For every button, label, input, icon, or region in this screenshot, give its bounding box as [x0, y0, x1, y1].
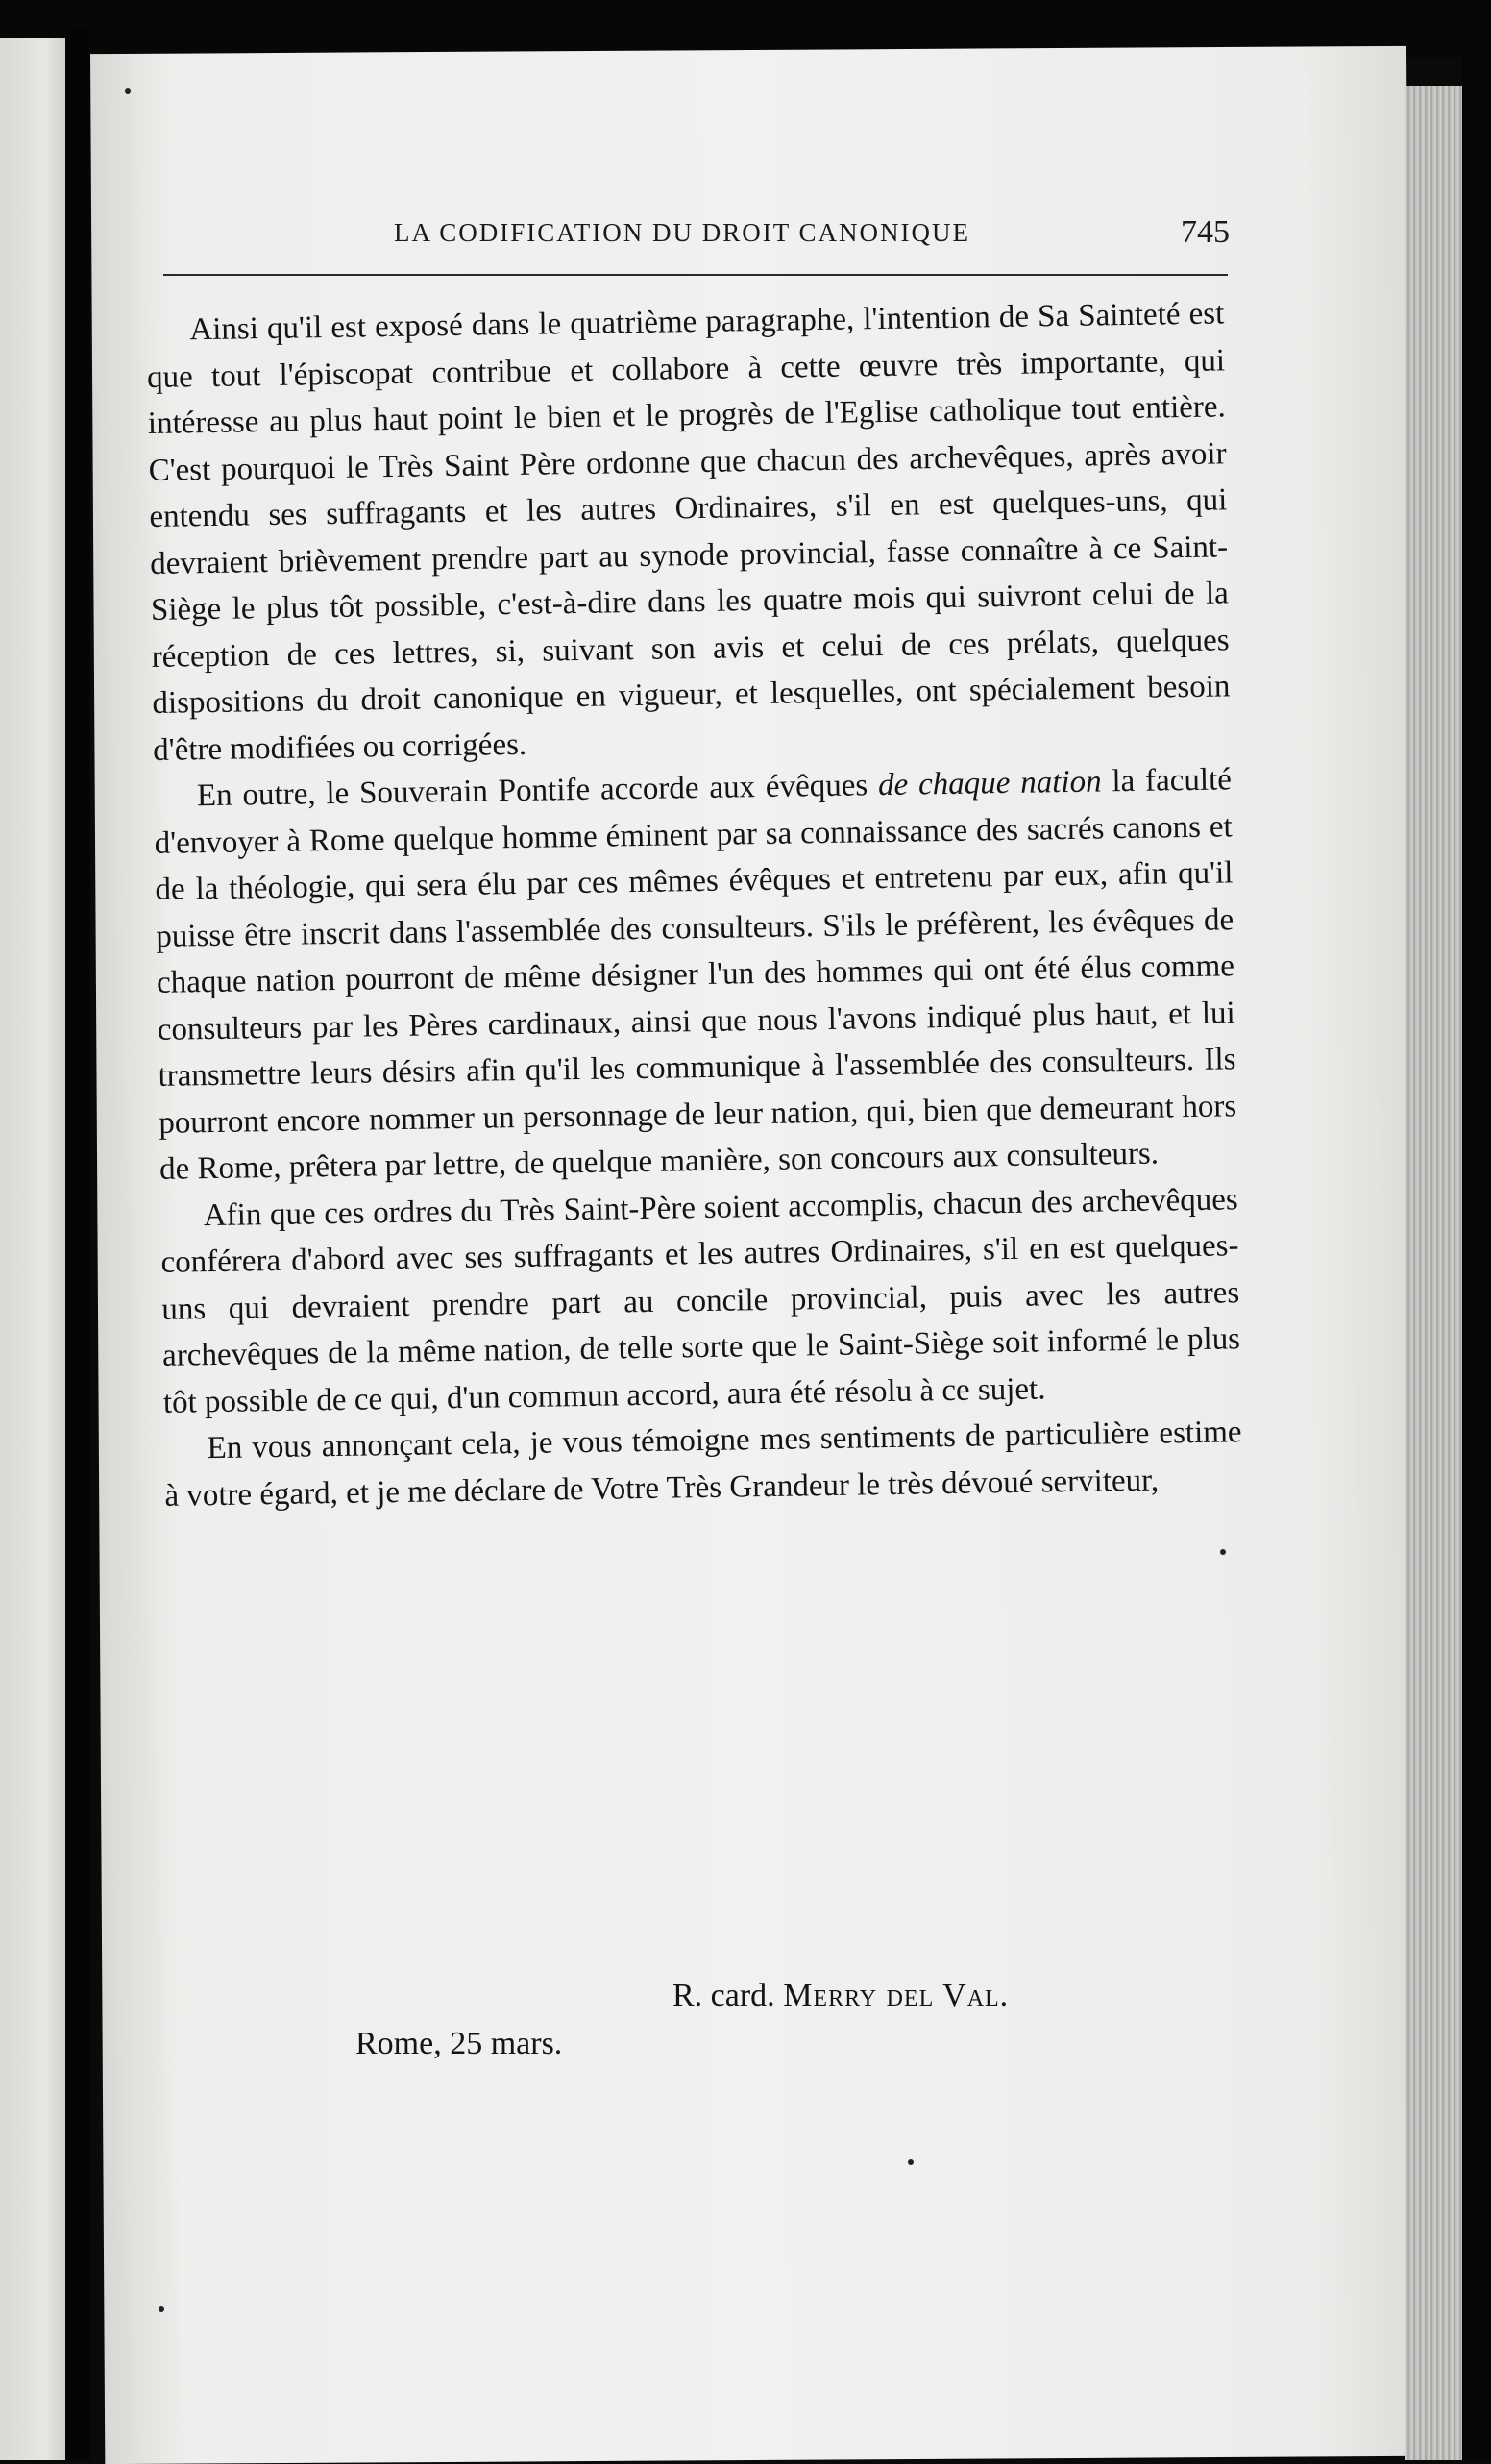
- scan-border-right: [1462, 0, 1491, 2460]
- scan-speck: [159, 2306, 164, 2312]
- scan-speck: [908, 2159, 914, 2165]
- signature-name: Merry del Val.: [783, 1978, 1010, 2013]
- facing-page-edge: [0, 38, 65, 2460]
- paragraph-2-italic: de chaque nation: [877, 764, 1102, 803]
- page-header: [163, 207, 1230, 264]
- signature-prefix: R. card.: [672, 1978, 784, 2013]
- paragraph-2: [154, 756, 1238, 1193]
- page-number: 745: [1181, 214, 1230, 250]
- paragraph-2-start: En outre, le Souverain Pontife accorde aux évêques: [196, 768, 879, 814]
- paragraph-3: Afin que ces ordres du Très Saint-Père soient accomplis, chacun des archevêques conférera d'abord avec ses suffragants et les autres Ordinaires, s'il en est quelques-uns qui devraient prendre part au concile provincial, puis avec les autres archevêques de la même nation, de telle sorte que le Saint-Siège soit informé le plus tôt possible de ce qui, d'un commun accord, aura été résolu à ce sujet.: [160, 1181, 1241, 1420]
- running-title: LA CODIFICATION DU DROIT CANONIQUE: [394, 218, 970, 247]
- book-gutter: [65, 29, 90, 2460]
- body-text: [146, 290, 1243, 1518]
- page-stack-edges: [1405, 86, 1462, 2460]
- dateline: Rome, 25 mars.: [355, 2026, 563, 2061]
- paragraph-4: En vous annonçant cela, je vous témoigne mes sentiments de particulière estime à votre égard, et je me déclare de Votre Très Grandeur le très dévoué serviteur,: [164, 1415, 1242, 1514]
- paragraph-2-rest: la faculté d'envoyer à Rome quelque homme éminent par sa connaissance des sacrés canons et de la théologie, qui sera élu par ces mêmes évêques et entretenu par eux, afin qu'il puisse être inscrit dans l'assemblée des consulteurs. S'ils le préfèrent, les évêques de chaque nation pourront de même désigner l'un des hommes qui ont été élus comme consulteurs par les Pères cardinaux, ainsi que nous l'avons indiqué plus haut, et lui transmettre leurs désirs afin qu'il les communique à l'assemblée des consulteurs. Ils pourront encore nommer un personnage de leur nation, qui, bien que demeurant hors de Rome, prêtera par lettre, de quelque manière, son concours aux consulteurs.: [154, 762, 1237, 1187]
- scan-speck: [125, 88, 131, 94]
- signature: [672, 1978, 1009, 2014]
- scan-speck: [1220, 1549, 1226, 1555]
- paragraph-1: Ainsi qu'il est exposé dans le quatrième paragraphe, l'intention de Sa Sainteté est que tout l'épiscopat contribue et collabore à cette œuvre très importante, qui intéresse au plus haut point le bien et le progrès de l'Eglise catholique tout entière. C'est pourquoi le Très Saint Père ordonne que chacun des archevêques, après avoir entendu ses suffragants et les autres Ordinaires, s'il en est quelques-uns, qui devraient brièvement prendre part au synode provincial, fasse connaître à ce Saint-Siège le plus tôt possible, c'est-à-dire dans les quatre mois qui suivront celui de la réception de ces lettres, si, suivant son avis et celui de ces prélats, quelques dispositions du droit canonique en vigueur, et lesquelles, ont spécialement besoin d'être modifiées ou corrigées.: [146, 296, 1231, 768]
- header-rule: [163, 274, 1228, 276]
